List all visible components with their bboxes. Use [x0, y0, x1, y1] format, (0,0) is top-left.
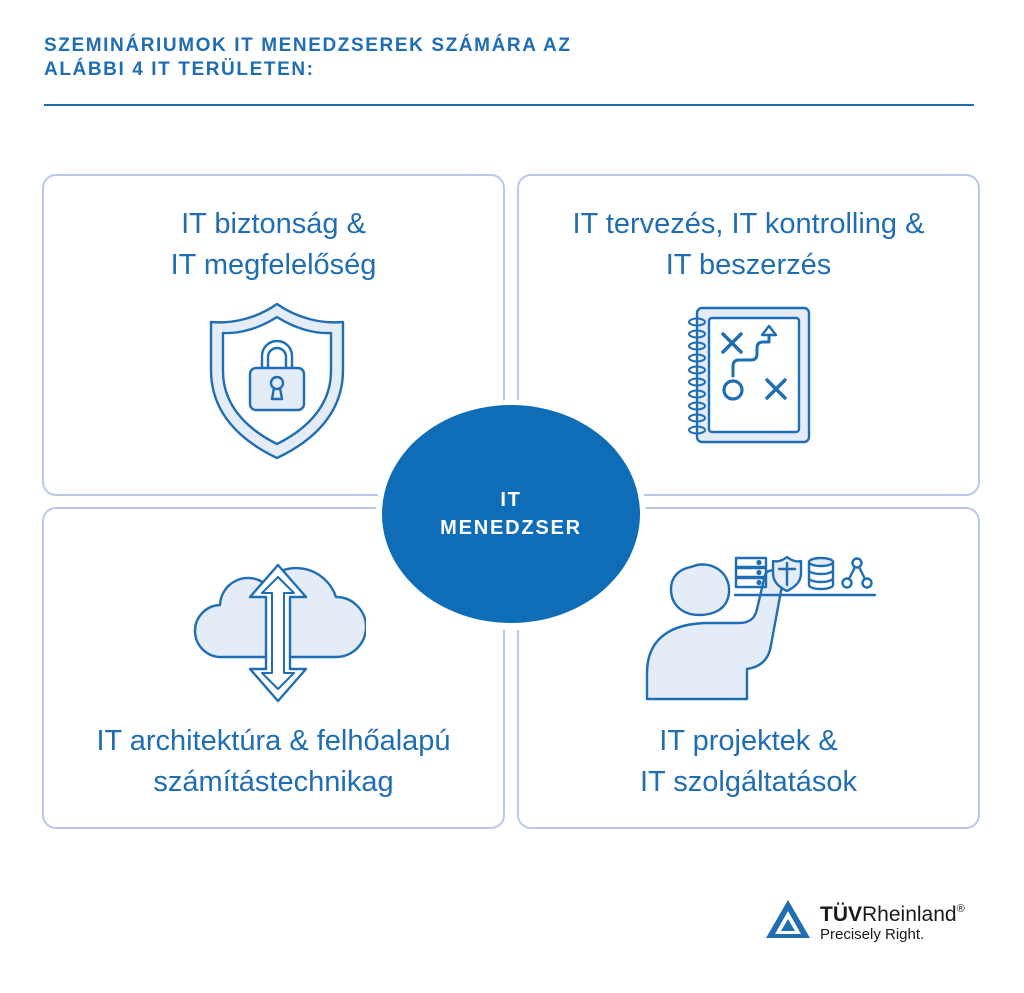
network-icon: [843, 559, 872, 588]
brand-name: [820, 896, 965, 928]
strategy-notebook-icon: [683, 304, 813, 446]
page-title: [44, 34, 974, 82]
panel-title: [519, 204, 978, 286]
server-icon: [736, 558, 766, 587]
panel-title: [44, 721, 503, 803]
panel-title-line-2: számítástechnikag: [153, 766, 394, 798]
registered-mark: ®: [956, 903, 965, 915]
cloud-transfer-icon: [190, 557, 366, 707]
center-label-line-2: MENEDZSER: [440, 517, 582, 539]
tuv-triangle-icon: [764, 898, 812, 940]
panel-title-line-1: IT architektúra & felhőalapú: [96, 725, 451, 757]
panel-title-line-1: IT projektek &: [659, 725, 838, 757]
title-line-1: SZEMINÁRIUMOK IT MENEDZSEREK SZÁMÁRA AZ: [44, 35, 572, 56]
panel-title-line-1: IT biztonság &: [181, 208, 366, 240]
header-divider: [44, 104, 974, 106]
presenter-icon: [639, 549, 889, 707]
panel-title-line-1: IT tervezés, IT kontrolling &: [572, 208, 925, 240]
panel-title: [44, 204, 503, 286]
panel-title-line-2: IT beszerzés: [665, 249, 832, 281]
panel-title: [519, 721, 978, 803]
database-icon: [809, 558, 833, 589]
center-circle: [382, 405, 640, 623]
title-line-2: ALÁBBI 4 IT TERÜLETEN:: [44, 59, 315, 80]
panel-title-line-2: IT szolgáltatások: [639, 766, 858, 798]
tuv-rheinland-logo: [764, 896, 1004, 956]
shield-lock-icon: [207, 300, 347, 462]
tagline: Precisely Right.: [820, 926, 925, 943]
center-label-line-1: IT: [500, 489, 522, 511]
panel-title-line-2: IT megfelelőség: [170, 249, 377, 281]
brand-rest: Rheinland: [862, 903, 957, 926]
brand-bold: TÜV: [820, 903, 862, 926]
